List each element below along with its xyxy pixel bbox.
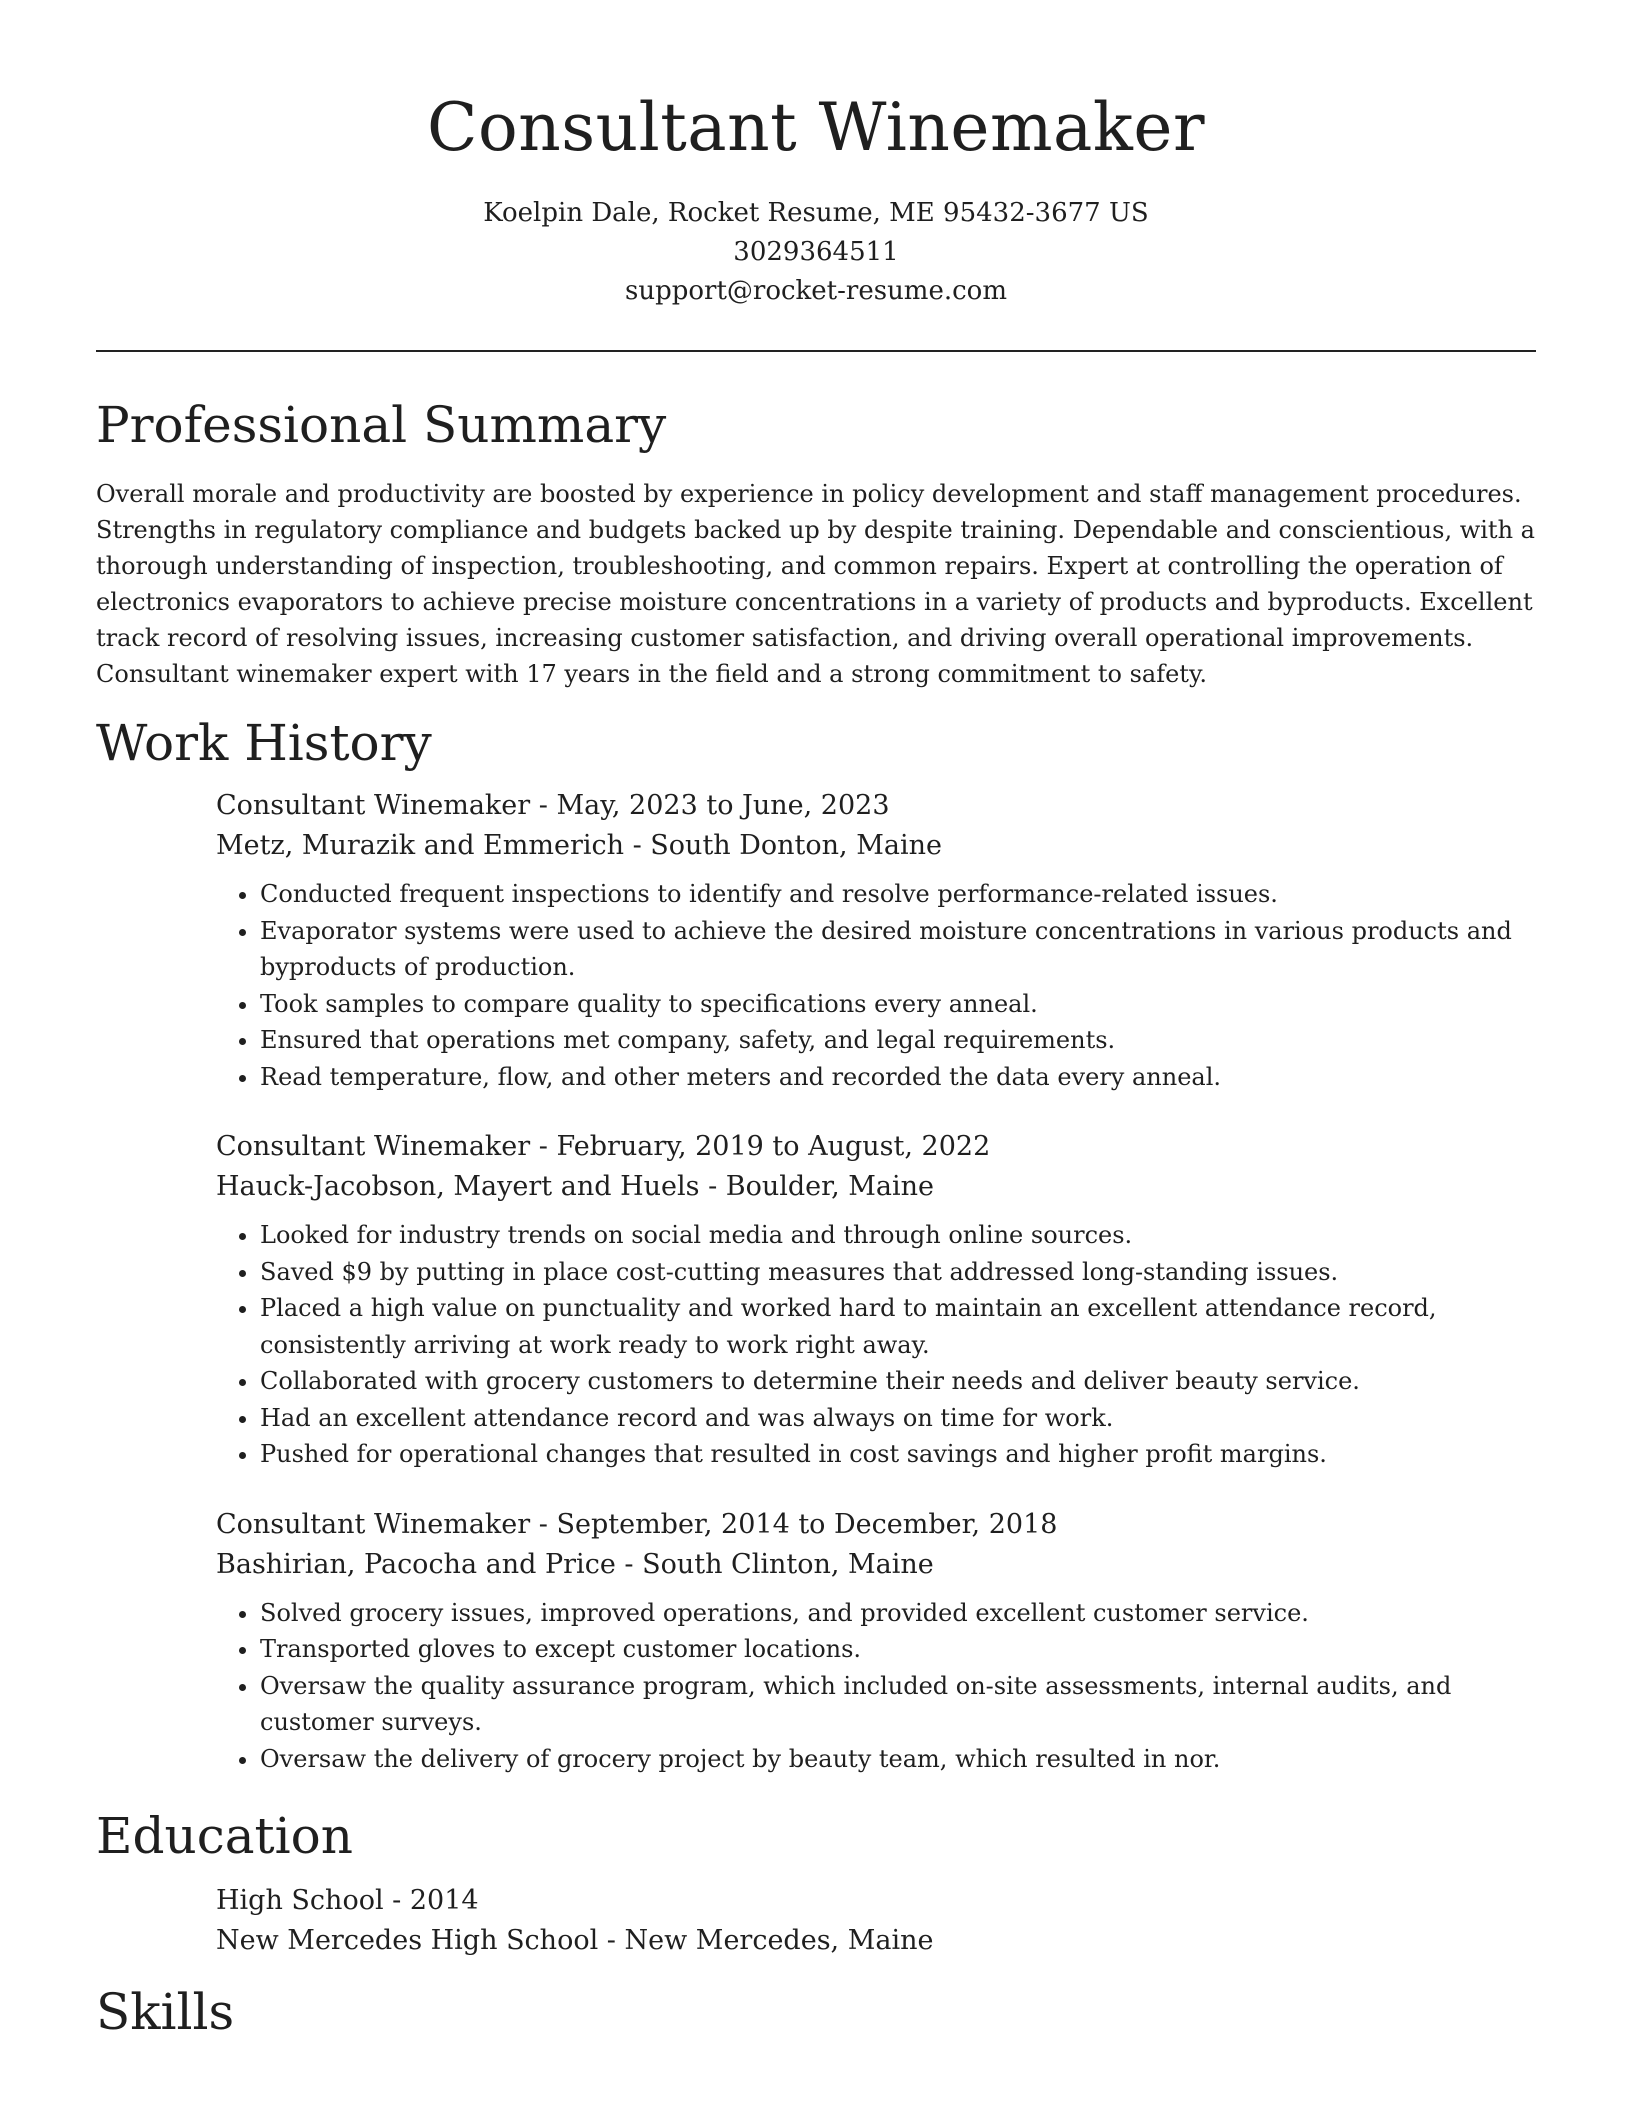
job-list xyxy=(216,786,1536,1777)
job-dates: - September, 2014 to December, 2018 xyxy=(530,1508,1058,1540)
job-company: Metz, Murazik and Emmerich xyxy=(216,830,625,861)
work-history-section xyxy=(96,710,1536,1777)
resume-header xyxy=(96,0,1536,311)
job-bullets xyxy=(216,1217,1536,1473)
job-location: - South Donton, Maine xyxy=(624,830,942,861)
job-bullet: • Took samples to compare quality to specifications every anneal. xyxy=(260,986,1536,1023)
job-company-line xyxy=(216,826,1536,866)
contact-email: support@rocket-resume.com xyxy=(624,276,1007,306)
contact-block xyxy=(96,194,1536,311)
job-entry xyxy=(216,1505,1536,1778)
skills-section xyxy=(96,1979,1536,2045)
job-bullet: • Oversaw the quality assurance program, which included on-site assessments, internal audits, and customer surveys. xyxy=(260,1668,1536,1741)
job-bullet: • Pushed for operational changes that resulted in cost savings and higher profit margins. xyxy=(260,1436,1536,1473)
job-bullet: • Looked for industry trends on social media and through online sources. xyxy=(260,1217,1536,1254)
header-divider xyxy=(96,350,1536,352)
education-heading: Education xyxy=(96,1807,353,1865)
education-degree: High School xyxy=(216,1885,384,1916)
job-role: Consultant Winemaker xyxy=(216,1508,531,1540)
job-bullet: • Had an excellent attendance record and was always on time for work. xyxy=(260,1400,1536,1437)
education-school: New Mercedes High School xyxy=(216,1925,599,1956)
contact-address: Koelpin Dale, Rocket Resume, ME 95432-3677 US xyxy=(483,198,1149,228)
job-title-line xyxy=(216,1505,1536,1545)
contact-phone: 3029364511 xyxy=(733,237,899,267)
summary-section xyxy=(96,392,1536,692)
education-section xyxy=(96,1803,1536,1961)
job-bullet: • Ensured that operations met company, safety, and legal requirements. xyxy=(260,1022,1536,1059)
job-bullet: • Placed a high value on punctuality and worked hard to maintain an excellent attendance record, consistently arriving at work ready to work right away. xyxy=(260,1290,1536,1363)
job-title-line xyxy=(216,786,1536,826)
education-location: - New Mercedes, Maine xyxy=(598,1925,934,1956)
job-entry xyxy=(216,786,1536,1095)
job-company-line xyxy=(216,1545,1536,1585)
job-bullet: • Solved grocery issues, improved operations, and provided excellent customer service. xyxy=(260,1595,1536,1632)
job-bullet: • Read temperature, flow, and other meters and recorded the data every anneal. xyxy=(260,1059,1536,1096)
job-bullet: • Conducted frequent inspections to identify and resolve performance-related issues. xyxy=(260,876,1536,913)
summary-heading: Professional Summary xyxy=(96,396,667,454)
education-school-line xyxy=(216,1921,1536,1961)
skills-heading: Skills xyxy=(96,1983,235,2041)
education-entry xyxy=(216,1881,1536,1961)
candidate-name: Consultant Winemaker xyxy=(427,89,1205,166)
education-degree-line xyxy=(216,1881,1536,1921)
work-history-heading: Work History xyxy=(96,714,432,772)
job-bullet: • Transported gloves to except customer locations. xyxy=(260,1631,1536,1668)
job-company: Bashirian, Pacocha and Price xyxy=(216,1548,616,1580)
summary-text: Overall morale and productivity are boosted by experience in policy development and staff management procedures. Strengths in regulatory compliance and budgets backed up by despite training. Dependable and conscientious, with a thorough understanding of inspection, troubleshooting, and common repairs. Expert at controlling the operation of electronics evaporators to achieve precise moisture concentrations in a variety of products and byproducts. Excellent track record of resolving issues, increasing customer satisfaction, and driving overall operational improvements. Consultant winemaker expert with 17 years in the field and a strong commitment to safety. xyxy=(96,480,1535,688)
job-role: Consultant Winemaker xyxy=(216,1131,531,1162)
job-entry xyxy=(216,1127,1536,1473)
job-bullet: • Oversaw the delivery of grocery project by beauty team, which resulted in nor. xyxy=(260,1741,1536,1778)
education-year: - 2014 xyxy=(383,1885,479,1916)
job-role: Consultant Winemaker xyxy=(216,790,531,821)
job-bullet: • Collaborated with grocery customers to determine their needs and deliver beauty service. xyxy=(260,1363,1536,1400)
job-dates: - February, 2019 to August, 2022 xyxy=(530,1131,991,1162)
job-dates: - May, 2023 to June, 2023 xyxy=(530,790,890,821)
resume-page xyxy=(96,0,1536,2045)
job-company: Hauck-Jacobson, Mayert and Huels xyxy=(216,1171,700,1202)
job-location: - Boulder, Maine xyxy=(699,1171,935,1202)
job-bullet: • Evaporator systems were used to achieve the desired moisture concentrations in various products and byproducts of production. xyxy=(260,913,1536,986)
job-company-line xyxy=(216,1167,1536,1207)
job-location: - South Clinton, Maine xyxy=(615,1548,934,1580)
job-bullet: • Saved $9 by putting in place cost-cutting measures that addressed long-standing issues. xyxy=(260,1254,1536,1291)
job-bullets xyxy=(216,876,1536,1095)
job-bullets xyxy=(216,1595,1536,1778)
job-title-line xyxy=(216,1127,1536,1167)
